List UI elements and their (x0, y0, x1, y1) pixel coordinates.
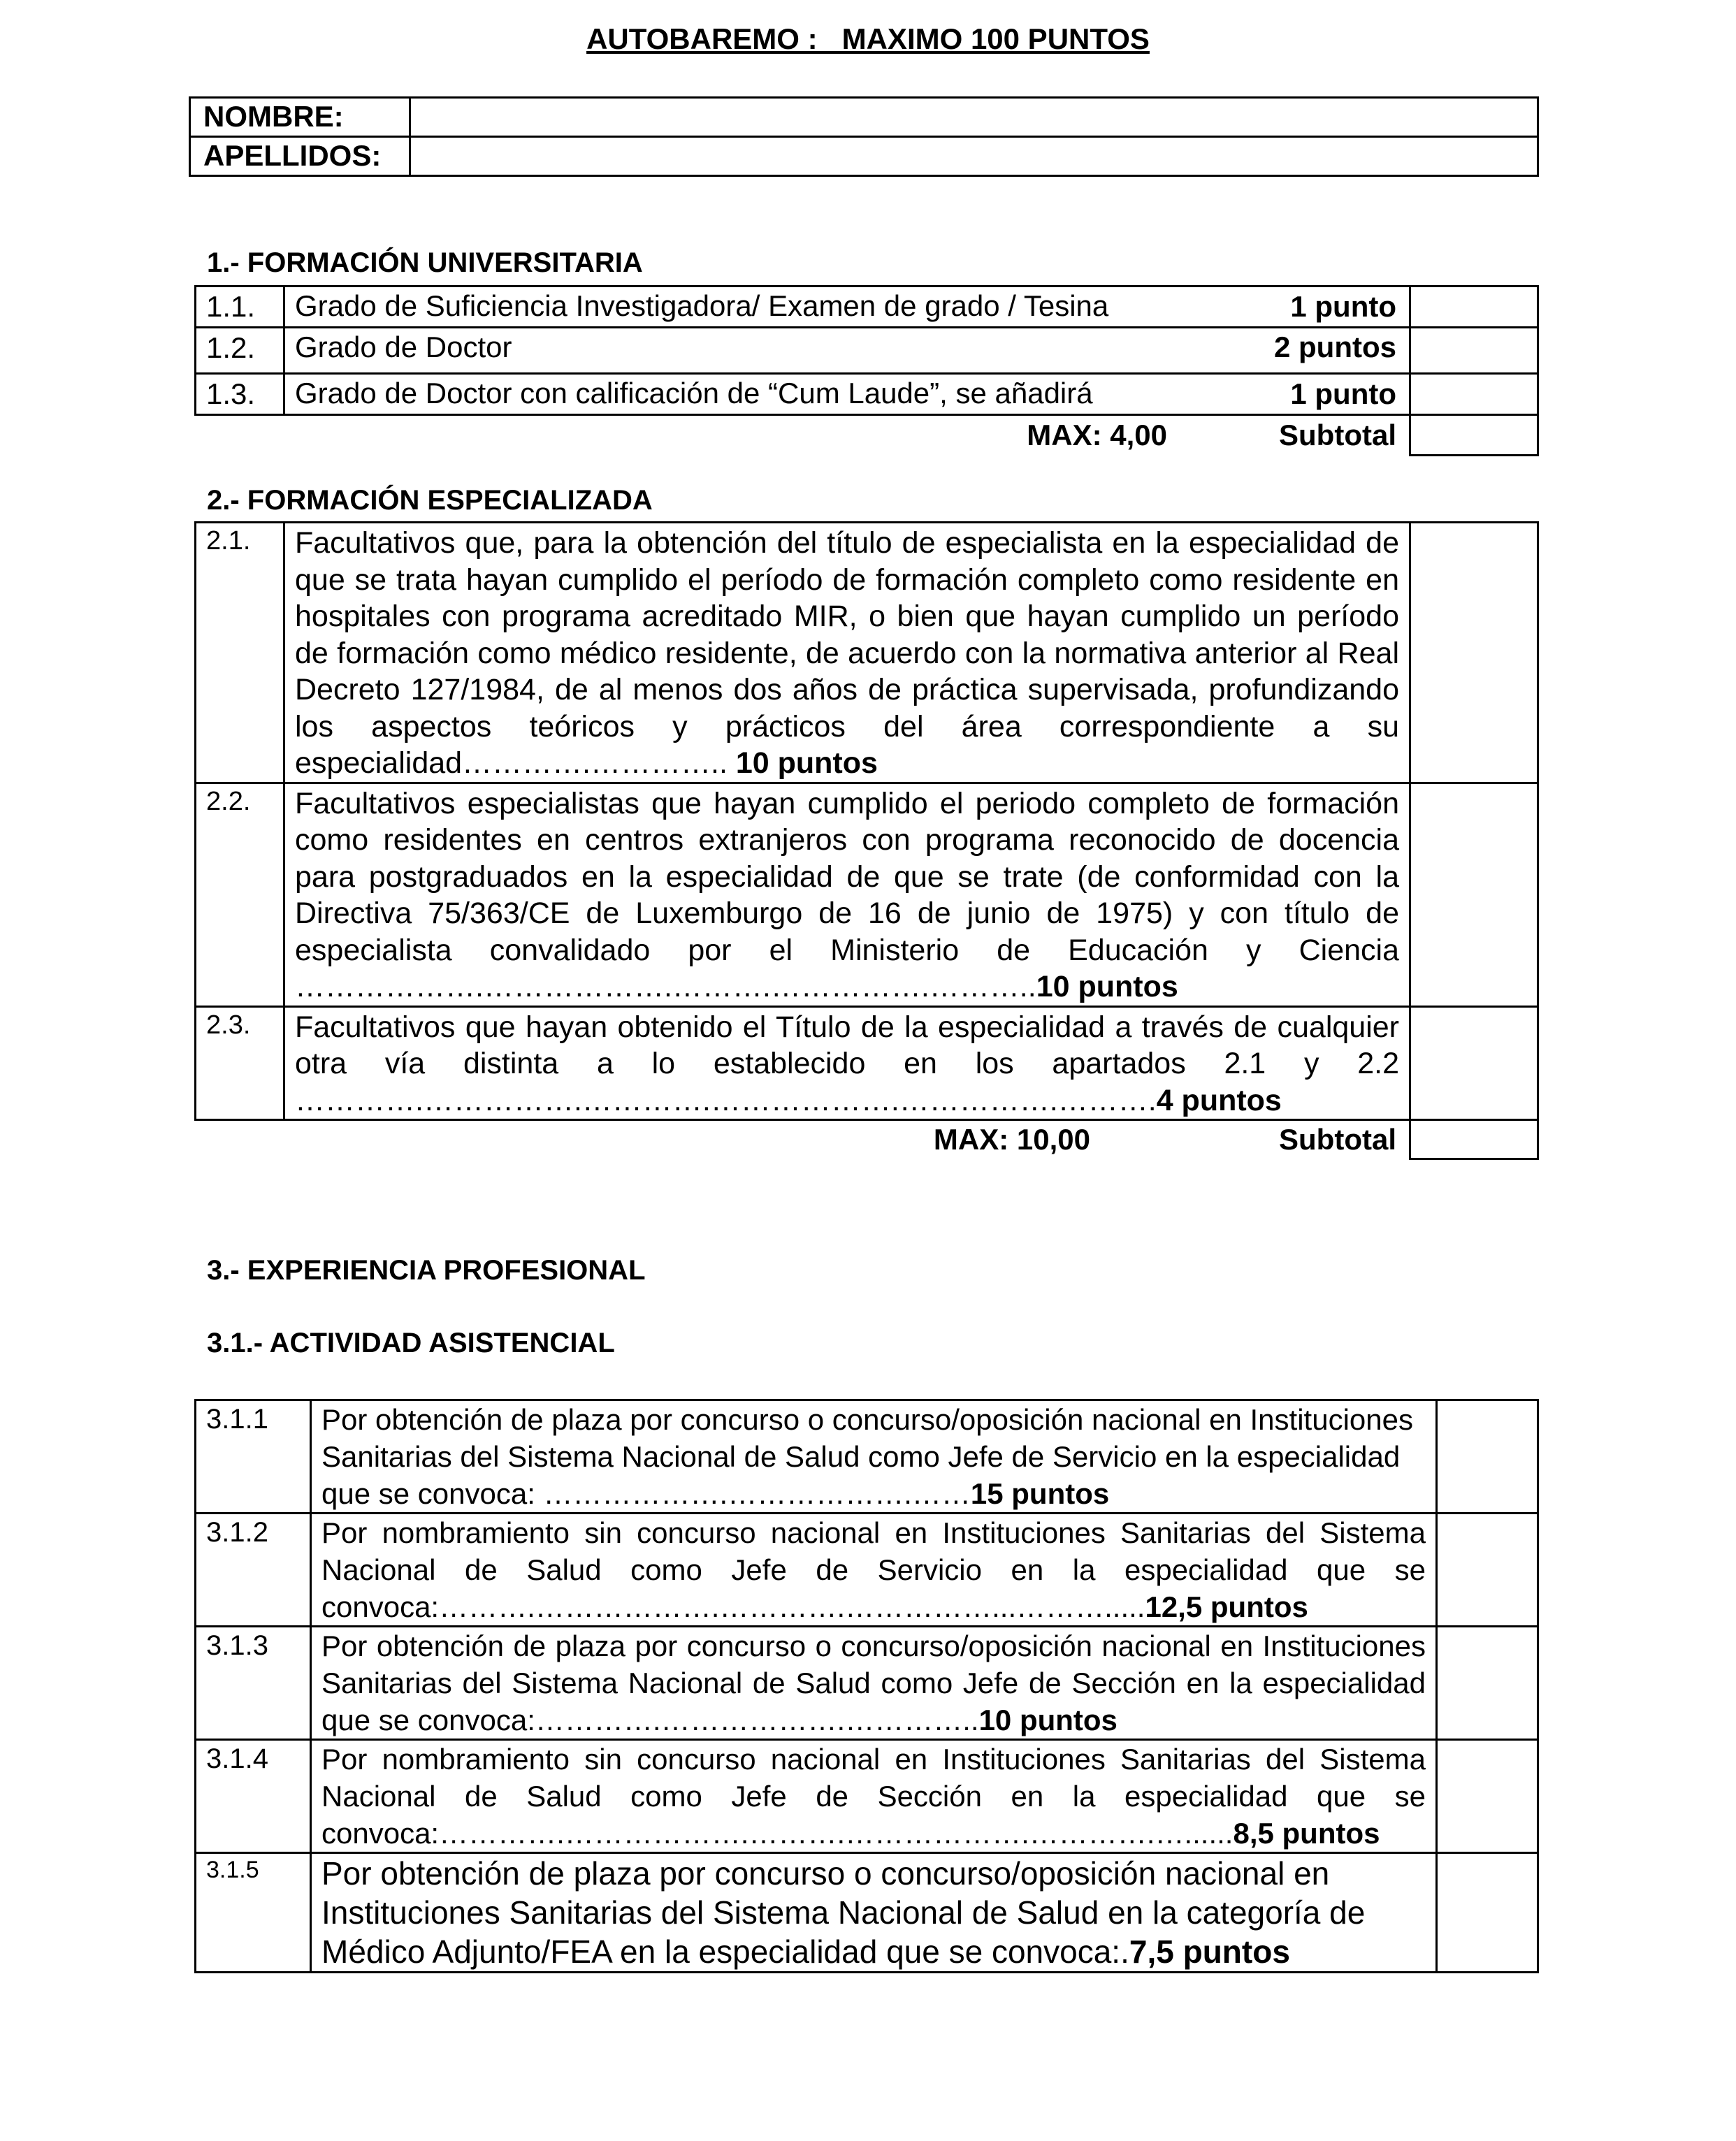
subtotal-box[interactable] (1410, 1120, 1538, 1159)
score-box[interactable] (1437, 1740, 1538, 1853)
table-row (196, 1627, 1538, 1740)
item-text-body: Facultativos que hayan obtenido el Título de la especialidad a través de cualquier otra vía distinta a lo establecido en los apartados 2.1 y 2.2 ………….…………….………….……………….…………….………. (295, 1010, 1399, 1117)
table-row (196, 1514, 1538, 1627)
section2-table (194, 521, 1539, 1160)
section2-heading: 2.- FORMACIÓN ESPECIALIZADA (207, 485, 653, 516)
subtotal-label: Subtotal (1279, 419, 1396, 451)
item-number: 1.3. (196, 374, 284, 415)
nombre-label: NOMBRE: (190, 98, 410, 137)
item-number: 3.1.2 (196, 1514, 311, 1627)
score-box[interactable] (1437, 1514, 1538, 1627)
table-row (196, 286, 1538, 328)
score-box[interactable] (1410, 374, 1538, 415)
score-box[interactable] (1437, 1400, 1538, 1514)
item-text: Grado de Suficiencia Investigadora/ Examen de grado / Tesina (284, 286, 1245, 328)
max-label: MAX: 10,00 (933, 1123, 1090, 1156)
identity-table (189, 96, 1539, 177)
item-text (311, 1853, 1437, 1973)
item-text-body: Por nombramiento sin concurso nacional en Instituciones Sanitarias del Sistema Nacional de Salud como Jefe de Servicio en la especialidad que se convoca:……….……………….………….……………...………..... (321, 1516, 1426, 1623)
apellidos-field[interactable] (410, 137, 1538, 176)
table-row (196, 523, 1538, 783)
section1-heading: 1.- FORMACIÓN UNIVERSITARIA (207, 247, 643, 278)
score-box[interactable] (1437, 1853, 1538, 1973)
item-text (284, 783, 1410, 1006)
item-points: 2 puntos (1244, 328, 1410, 374)
table-row (196, 374, 1538, 415)
item-points: 12,5 puntos (1145, 1590, 1308, 1623)
item-points: 7,5 puntos (1129, 1933, 1290, 1970)
item-number: 3.1.3 (196, 1627, 311, 1740)
table-row (196, 1740, 1538, 1853)
section3-subheading: 3.1.- ACTIVIDAD ASISTENCIAL (207, 1328, 615, 1358)
table-row (196, 1400, 1538, 1514)
item-text (284, 523, 1410, 783)
item-points: 1 punto (1244, 286, 1410, 328)
item-text-body: Por obtención de plaza por concurso o concurso/oposición nacional en Instituciones Sanitarias del Sistema Nacional de Salud como Jefe de Sección en la especialidad que se convoca:………….……………….………….. (321, 1630, 1426, 1736)
item-points: 10 puntos (735, 746, 878, 780)
section3-heading: 3.- EXPERIENCIA PROFESIONAL (207, 1255, 646, 1286)
table-row (196, 783, 1538, 1006)
item-points: 4 puntos (1156, 1083, 1282, 1117)
score-box[interactable] (1437, 1627, 1538, 1740)
item-text-body: Por obtención de plaza por concurso o concurso/oposición nacional en Instituciones Sanitarias del Sistema Nacional de Salud como Jefe de Servicio en la especialidad que se convoca: ……………….……………….…… (321, 1403, 1413, 1510)
subtotal-box[interactable] (1410, 415, 1538, 456)
page-title: AUTOBAREMO : MAXIMO 100 PUNTOS (586, 22, 1150, 55)
item-points: 10 puntos (978, 1704, 1117, 1736)
item-number: 1.1. (196, 286, 284, 328)
max-label: MAX: 4,00 (1027, 419, 1167, 451)
table-row (196, 328, 1538, 374)
item-text-body: Facultativos que, para la obtención del título de especialista en la especialidad de que se trata hayan cumplido el período de formación completo como residente en hospitales con programa acreditado MIR, o bien que hayan cumplido un período de formación como médico residente, de acuerdo con la normativa anterior al Real Decreto 127/1984, de al menos dos años de práctica supervisada, profundizando los aspectos teóricos y prácticos del área correspondiente a su especialidad………….………….. (295, 526, 1399, 780)
item-points: 8,5 puntos (1233, 1817, 1380, 1850)
item-text-body: Facultativos especialistas que hayan cumplido el periodo completo de formación como residentes en centros extranjeros con programa reconocido de docencia para postgraduados en la especialidad de que se trate (de conformidad con la Directiva 75/363/CE de Luxemburgo de 16 de junio de 1975) y con título de especialista convalidado por el Ministerio de Educación y Ciencia ……………….……………….……….…………….……….. (295, 786, 1399, 1003)
item-number: 1.2. (196, 328, 284, 374)
item-points: 10 puntos (1036, 970, 1178, 1003)
item-text-body: Por obtención de plaza por concurso o concurso/oposición nacional en Instituciones Sanitarias del Sistema Nacional de Salud en la categoría de Médico Adjunto/FEA en la especialidad que se convoca:. (321, 1855, 1366, 1970)
item-number: 3.1.1 (196, 1400, 311, 1514)
subtotal-row (196, 415, 1538, 456)
score-box[interactable] (1410, 783, 1538, 1006)
apellidos-label: APELLIDOS: (190, 137, 410, 176)
item-points: 1 punto (1244, 374, 1410, 415)
table-row (196, 1006, 1538, 1120)
item-number: 2.3. (196, 1006, 284, 1120)
score-box[interactable] (1410, 286, 1538, 328)
subtotal-label: Subtotal (1279, 1123, 1396, 1156)
section3-table (194, 1399, 1539, 1973)
item-text: Grado de Doctor con calificación de “Cum Laude”, se añadirá (284, 374, 1245, 415)
item-text: Grado de Doctor (284, 328, 1245, 374)
item-points: 15 puntos (970, 1477, 1110, 1510)
nombre-field[interactable] (410, 98, 1538, 137)
item-text (311, 1514, 1437, 1627)
item-text (311, 1740, 1437, 1853)
item-text (311, 1400, 1437, 1514)
score-box[interactable] (1410, 328, 1538, 374)
item-text-body: Por nombramiento sin concurso nacional en Instituciones Sanitarias del Sistema Nacional de Salud como Jefe de Sección en la especialidad que se convoca:………….……………….……….……………….………….…...... (321, 1743, 1426, 1850)
item-text (311, 1627, 1437, 1740)
item-number: 3.1.5 (196, 1853, 311, 1973)
item-text (284, 1006, 1410, 1120)
item-number: 3.1.4 (196, 1740, 311, 1853)
subtotal-row (196, 1120, 1538, 1159)
item-number: 2.1. (196, 523, 284, 783)
table-row (196, 1853, 1538, 1973)
score-box[interactable] (1410, 1006, 1538, 1120)
section1-table (194, 285, 1539, 456)
item-number: 2.2. (196, 783, 284, 1006)
score-box[interactable] (1410, 523, 1538, 783)
